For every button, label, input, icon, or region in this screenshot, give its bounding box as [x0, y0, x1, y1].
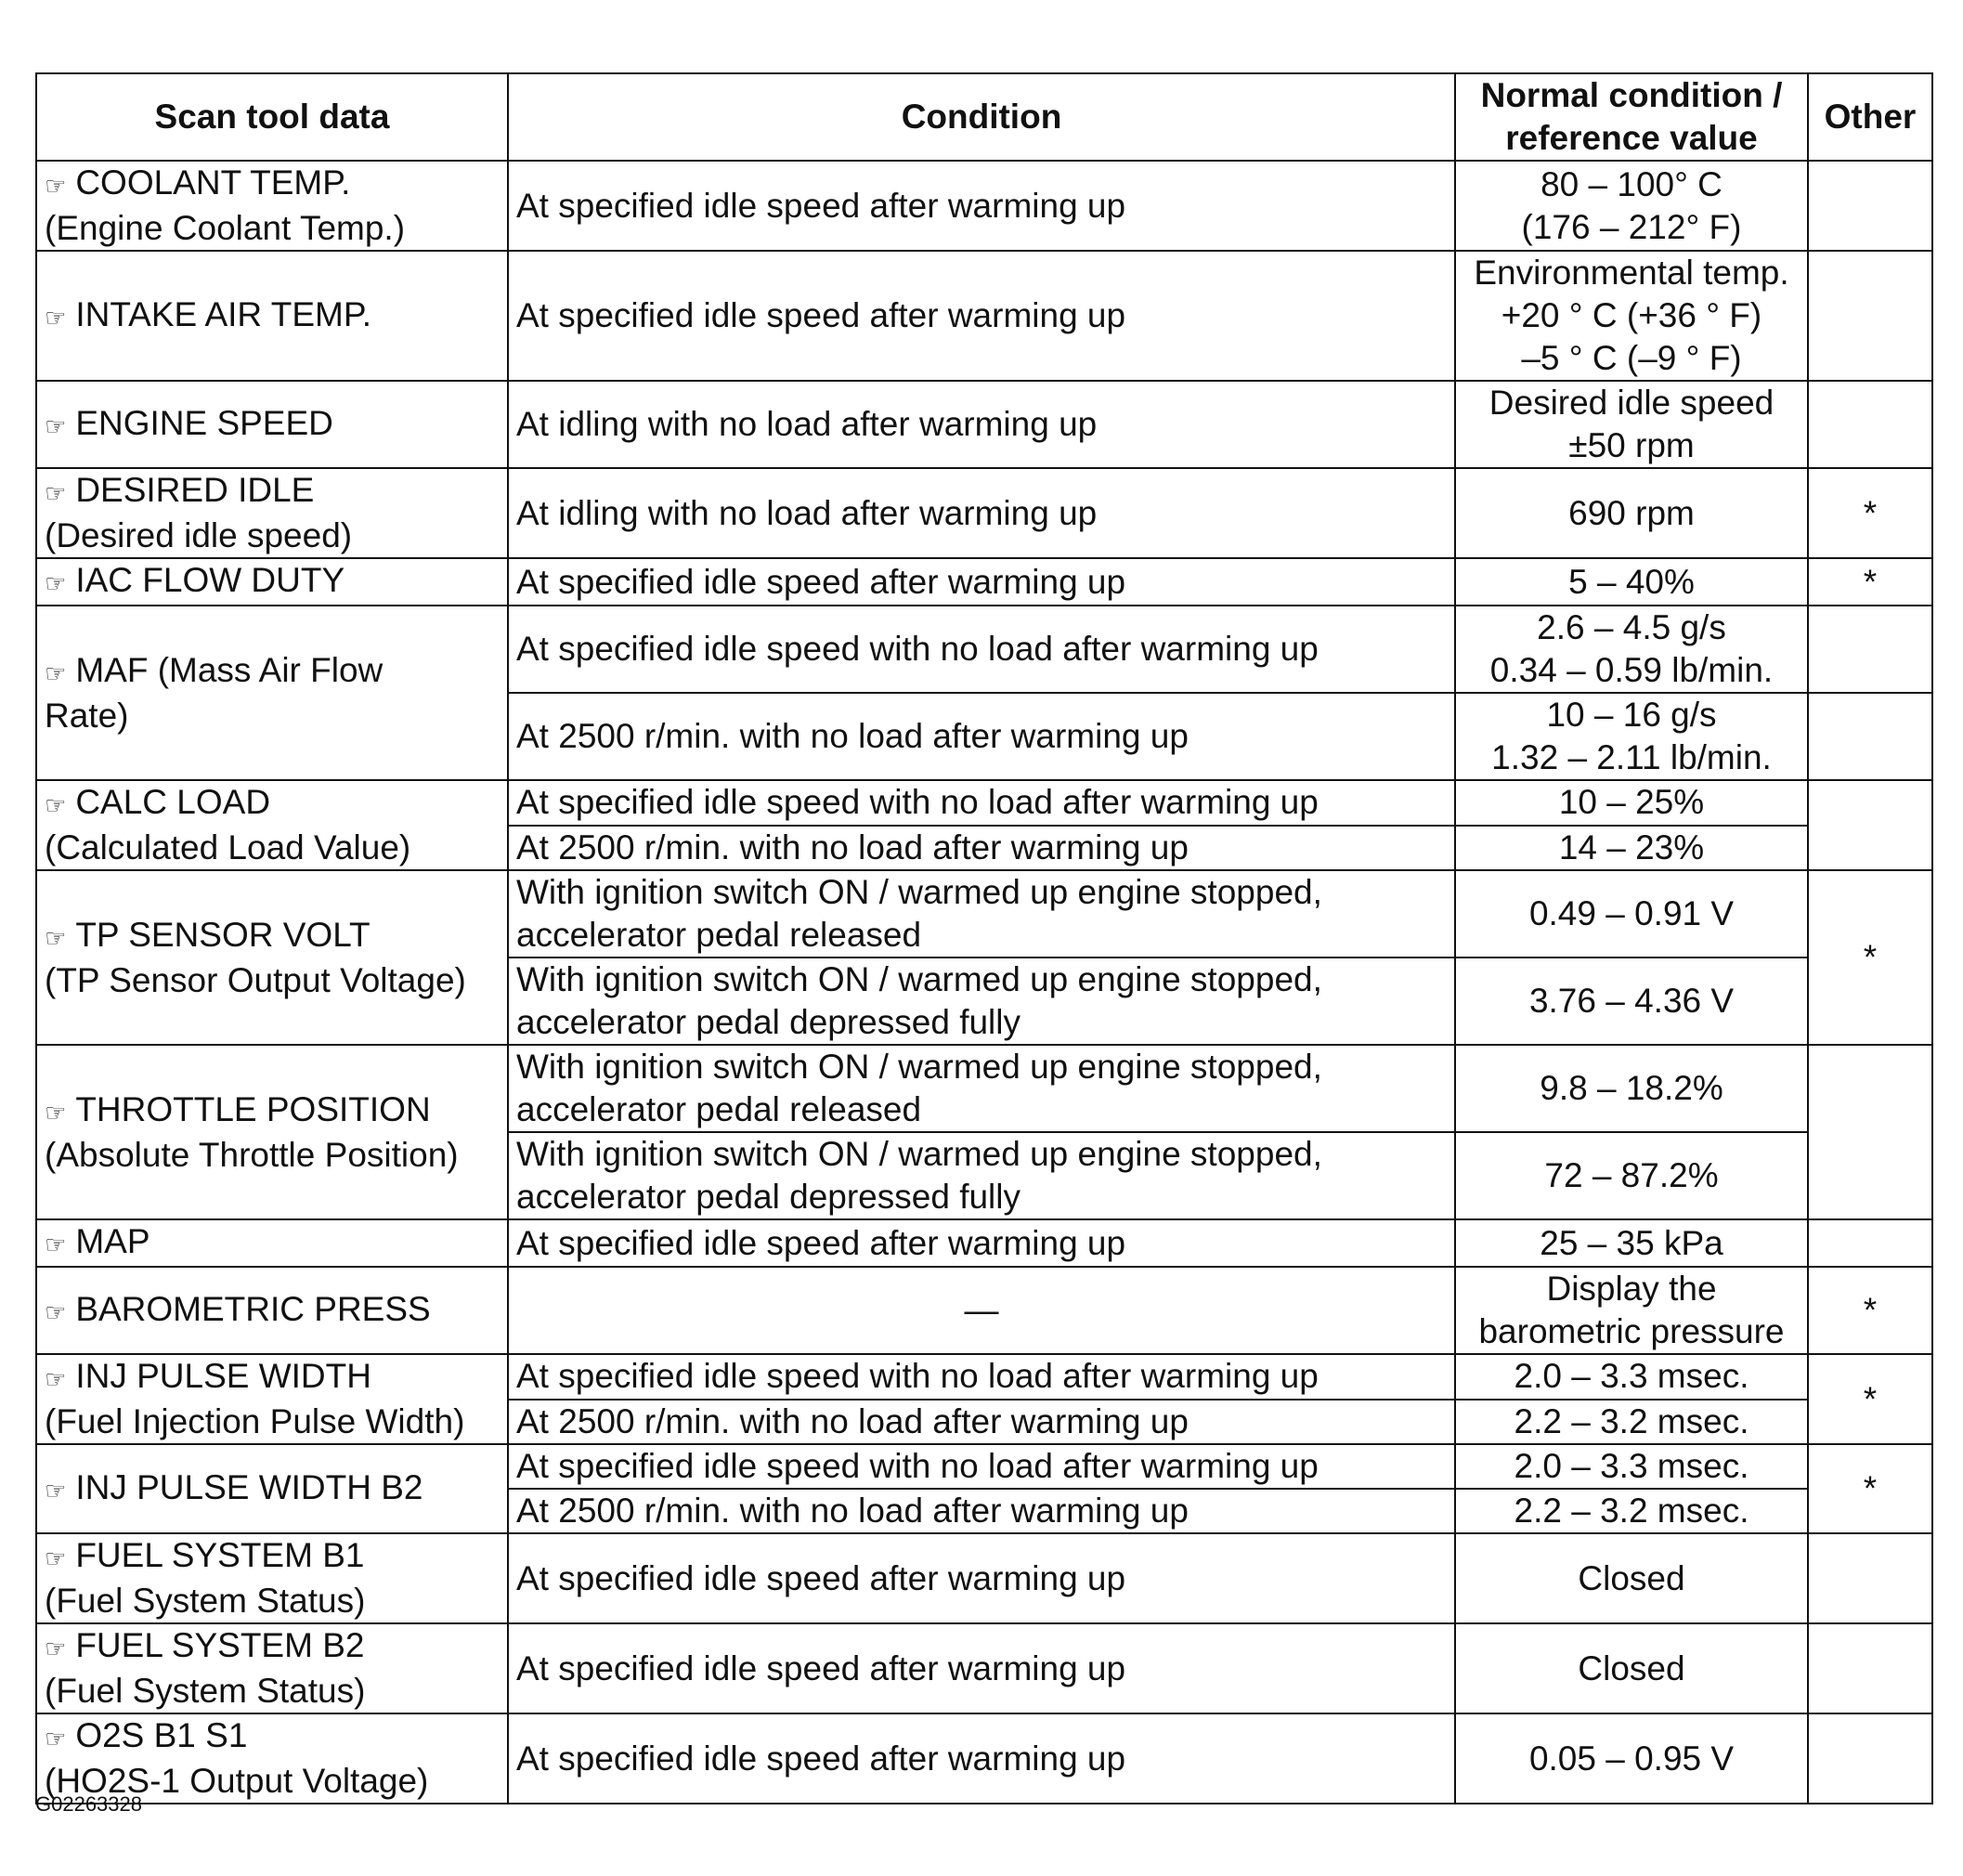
condition-cell	[508, 826, 1455, 871]
other-cell: *	[1808, 468, 1932, 558]
item-sub: (Absolute Throttle Position)	[45, 1135, 459, 1174]
other-cell	[1808, 1623, 1932, 1713]
item-cell	[36, 1219, 508, 1267]
reference-cell	[1455, 780, 1808, 826]
pointing-hand-icon: ☞	[45, 923, 67, 952]
table-row	[36, 161, 1932, 251]
condition-text: With ignition switch ON / warmed up engine stopped,	[516, 960, 1322, 998]
reference-cell	[1455, 1354, 1808, 1400]
condition-text: At specified idle speed with no load after warming up	[516, 1447, 1319, 1485]
table-row	[36, 780, 1932, 826]
item-name: THROTTLE POSITION	[75, 1089, 431, 1128]
reference-cell	[1455, 1400, 1808, 1445]
condition-cell	[508, 161, 1455, 251]
item-cell	[36, 381, 508, 468]
item-name: IAC FLOW DUTY	[75, 561, 345, 599]
item-name: MAP	[75, 1222, 150, 1260]
condition-text: At idling with no load after warming up	[516, 405, 1098, 443]
condition-cell	[508, 468, 1455, 558]
item-sub: (HO2S-1 Output Voltage)	[45, 1762, 429, 1800]
other-cell: *	[1808, 870, 1932, 1045]
condition-cell	[508, 1713, 1455, 1804]
reference-text: –5 ° C (–9 ° F)	[1521, 339, 1742, 377]
table-row	[36, 1219, 1932, 1267]
item-cell	[36, 1045, 508, 1219]
condition-text: At specified idle speed after warming up	[516, 1558, 1126, 1597]
reference-text: 5 – 40%	[1568, 562, 1695, 601]
item-name: CALC LOAD	[75, 783, 271, 821]
condition-cell	[508, 958, 1455, 1045]
other-cell	[1808, 606, 1932, 693]
reference-text: 2.2 – 3.2 msec.	[1514, 1401, 1749, 1440]
item-name: FUEL SYSTEM B2	[75, 1626, 365, 1664]
reference-text: Closed	[1578, 1558, 1685, 1597]
table-row	[36, 381, 1932, 468]
other-cell: *	[1808, 1267, 1932, 1354]
pointing-hand-icon: ☞	[45, 569, 67, 597]
item-cell	[36, 606, 508, 780]
table-row	[36, 870, 1932, 958]
condition-cell	[508, 693, 1455, 780]
table-row	[36, 468, 1932, 558]
item-sub: (Desired idle speed)	[45, 516, 353, 554]
condition-text: accelerator pedal released	[516, 916, 922, 954]
condition-cell	[508, 1533, 1455, 1623]
table-row	[36, 1623, 1932, 1713]
condition-cell	[508, 1267, 1455, 1354]
condition-cell	[508, 1444, 1455, 1489]
reference-text: 10 – 25%	[1558, 783, 1705, 822]
reference-cell	[1455, 1533, 1808, 1623]
reference-cell	[1455, 1219, 1808, 1267]
condition-text: At specified idle speed with no load after warming up	[516, 630, 1319, 668]
condition-text: At specified idle speed after warming up	[516, 296, 1126, 334]
condition-text: With ignition switch ON / warmed up engine stopped,	[516, 1048, 1322, 1086]
table-row	[36, 558, 1932, 606]
other-cell: *	[1808, 558, 1932, 606]
header-condition: Condition	[508, 73, 1455, 161]
item-name: INTAKE AIR TEMP.	[75, 294, 372, 333]
condition-cell	[508, 1132, 1455, 1219]
reference-text: 80 – 100° C	[1540, 164, 1722, 203]
item-name: MAF (Mass Air Flow	[75, 650, 384, 689]
pointing-hand-icon: ☞	[45, 411, 67, 440]
reference-text: 3.76 – 4.36 V	[1528, 982, 1735, 1020]
item-cell	[36, 1623, 508, 1713]
item-name: COOLANT TEMP.	[75, 163, 351, 202]
other-cell	[1808, 161, 1932, 251]
other-cell	[1808, 381, 1932, 468]
reference-cell	[1455, 826, 1808, 871]
condition-text: At 2500 r/min. with no load after warming up	[516, 827, 1189, 866]
item-cell	[36, 161, 508, 251]
reference-cell	[1455, 161, 1808, 251]
reference-text: 0.05 – 0.95 V	[1528, 1739, 1735, 1778]
condition-text: At specified idle speed after warming up	[516, 1223, 1126, 1262]
condition-text: With ignition switch ON / warmed up engine stopped,	[516, 873, 1322, 911]
table-row	[36, 1713, 1932, 1804]
table-row	[36, 1533, 1932, 1623]
item-sub: Rate)	[45, 696, 129, 735]
item-sub: (TP Sensor Output Voltage)	[45, 960, 466, 999]
reference-text: 2.0 – 3.3 msec.	[1514, 1357, 1749, 1396]
reference-text: +20 ° C (+36 ° F)	[1501, 296, 1762, 334]
reference-text: 14 – 23%	[1558, 827, 1705, 866]
reference-text: 0.49 – 0.91 V	[1528, 894, 1735, 932]
condition-text: At specified idle speed after warming up	[516, 1739, 1126, 1778]
reference-cell	[1455, 693, 1808, 780]
reference-text: ±50 rpm	[1568, 426, 1695, 464]
table-row	[36, 1444, 1932, 1489]
reference-cell	[1455, 1045, 1808, 1132]
table-row	[36, 1045, 1932, 1132]
condition-text: At specified idle speed after warming up	[516, 186, 1126, 225]
scan-tool-data-table	[35, 72, 1933, 1804]
reference-text: 72 – 87.2%	[1544, 1156, 1719, 1194]
table-row	[36, 606, 1932, 693]
reference-cell	[1455, 381, 1808, 468]
condition-cell	[508, 381, 1455, 468]
reference-text: Display the	[1546, 1270, 1717, 1308]
pointing-hand-icon: ☞	[45, 658, 67, 687]
item-cell	[36, 780, 508, 870]
item-cell	[36, 468, 508, 558]
reference-text: Closed	[1578, 1648, 1685, 1687]
condition-text: accelerator pedal depressed fully	[516, 1178, 1020, 1216]
item-sub: (Fuel Injection Pulse Width)	[45, 1402, 465, 1440]
condition-cell	[508, 1219, 1455, 1267]
figure-id: G02263328	[35, 1792, 142, 1816]
condition-cell	[508, 251, 1455, 381]
pointing-hand-icon: ☞	[45, 172, 67, 200]
pointing-hand-icon: ☞	[45, 1544, 67, 1572]
item-name: INJ PULSE WIDTH	[75, 1357, 371, 1395]
item-cell	[36, 1444, 508, 1533]
other-cell	[1808, 780, 1932, 870]
reference-cell	[1455, 1713, 1808, 1804]
reference-text: Desired idle speed	[1488, 384, 1774, 422]
item-cell	[36, 1267, 508, 1354]
item-sub: (Fuel System Status)	[45, 1672, 366, 1710]
reference-text: 10 – 16 g/s	[1546, 696, 1717, 734]
reference-cell	[1455, 870, 1808, 958]
condition-cell	[508, 558, 1455, 606]
condition-cell	[508, 1354, 1455, 1400]
header-reference-line1: Normal condition /	[1480, 76, 1783, 114]
reference-cell	[1455, 251, 1808, 381]
header-reference-line2: reference value	[1505, 119, 1758, 157]
pointing-hand-icon: ☞	[45, 479, 67, 507]
reference-text: barometric pressure	[1478, 1312, 1785, 1350]
pointing-hand-icon: ☞	[45, 791, 67, 819]
other-cell	[1808, 1533, 1932, 1623]
condition-text: At 2500 r/min. with no load after warming up	[516, 1401, 1189, 1440]
reference-cell	[1455, 606, 1808, 693]
condition-cell	[508, 1045, 1455, 1132]
other-cell	[1808, 1713, 1932, 1804]
reference-text: 2.2 – 3.2 msec.	[1514, 1492, 1749, 1530]
item-sub: (Engine Coolant Temp.)	[45, 209, 406, 247]
reference-text: 2.0 – 3.3 msec.	[1514, 1447, 1749, 1485]
condition-cell	[508, 1489, 1455, 1533]
condition-text: —	[964, 1291, 999, 1329]
item-sub: (Calculated Load Value)	[45, 828, 411, 866]
reference-text: 690 rpm	[1568, 493, 1695, 532]
pointing-hand-icon: ☞	[45, 1098, 67, 1127]
condition-text: At idling with no load after warming up	[516, 493, 1098, 532]
other-cell	[1808, 251, 1932, 381]
table-row	[36, 251, 1932, 381]
condition-text: With ignition switch ON / warmed up engine stopped,	[516, 1135, 1322, 1173]
other-cell	[1808, 693, 1932, 780]
item-name: FUEL SYSTEM B1	[75, 1536, 365, 1574]
condition-cell	[508, 870, 1455, 958]
item-cell	[36, 1533, 508, 1623]
condition-text: At specified idle speed after warming up	[516, 562, 1126, 601]
condition-text: At specified idle speed with no load after warming up	[516, 783, 1319, 822]
header-scan-tool-data: Scan tool data	[36, 73, 508, 161]
other-cell: *	[1808, 1354, 1932, 1444]
reference-text: Environmental temp.	[1474, 254, 1789, 292]
header-other: Other	[1808, 73, 1932, 161]
item-cell	[36, 251, 508, 381]
reference-cell	[1455, 1489, 1808, 1533]
item-cell	[36, 1713, 508, 1804]
pointing-hand-icon: ☞	[45, 1365, 67, 1393]
reference-text: 1.32 – 2.11 lb/min.	[1491, 738, 1772, 776]
reference-text: 25 – 35 kPa	[1540, 1223, 1723, 1262]
pointing-hand-icon: ☞	[45, 1635, 67, 1662]
header-reference-value	[1455, 73, 1808, 161]
pointing-hand-icon: ☞	[45, 1297, 67, 1326]
item-name: TP SENSOR VOLT	[75, 915, 370, 954]
condition-cell	[508, 606, 1455, 693]
reference-text: 2.6 – 4.5 g/s	[1537, 608, 1726, 646]
item-name: ENGINE SPEED	[75, 403, 333, 442]
item-cell	[36, 558, 508, 606]
reference-text: 0.34 – 0.59 lb/min.	[1489, 651, 1774, 689]
condition-text: At 2500 r/min. with no load after warming up	[516, 717, 1189, 755]
reference-cell	[1455, 558, 1808, 606]
pointing-hand-icon: ☞	[45, 303, 67, 332]
reference-text: 9.8 – 18.2%	[1540, 1069, 1723, 1107]
pointing-hand-icon: ☞	[45, 1476, 67, 1505]
reference-cell	[1455, 1267, 1808, 1354]
item-name: BAROMETRIC PRESS	[75, 1289, 431, 1328]
condition-text: At specified idle speed with no load after warming up	[516, 1357, 1319, 1396]
condition-cell	[508, 1400, 1455, 1445]
other-cell: *	[1808, 1444, 1932, 1533]
condition-text: accelerator pedal released	[516, 1090, 922, 1128]
pointing-hand-icon: ☞	[45, 1231, 67, 1258]
item-name: INJ PULSE WIDTH B2	[75, 1467, 423, 1506]
table-row	[36, 1267, 1932, 1354]
other-cell	[1808, 1219, 1932, 1267]
item-cell	[36, 870, 508, 1045]
other-cell	[1808, 1045, 1932, 1219]
condition-text: At specified idle speed after warming up	[516, 1648, 1126, 1687]
reference-cell	[1455, 468, 1808, 558]
reference-cell	[1455, 1623, 1808, 1713]
reference-cell	[1455, 1132, 1808, 1219]
pointing-hand-icon: ☞	[45, 1725, 67, 1752]
table-row	[36, 1354, 1932, 1400]
condition-cell	[508, 780, 1455, 826]
reference-text: (176 – 212° F)	[1521, 207, 1742, 246]
reference-cell	[1455, 958, 1808, 1045]
reference-cell	[1455, 1444, 1808, 1489]
condition-cell	[508, 1623, 1455, 1713]
item-name: O2S B1 S1	[75, 1716, 248, 1754]
item-cell	[36, 1354, 508, 1444]
item-sub: (Fuel System Status)	[45, 1582, 366, 1620]
header-row	[36, 73, 1932, 161]
condition-text: At 2500 r/min. with no load after warming up	[516, 1492, 1189, 1530]
item-name: DESIRED IDLE	[75, 471, 315, 509]
condition-text: accelerator pedal depressed fully	[516, 1003, 1020, 1041]
